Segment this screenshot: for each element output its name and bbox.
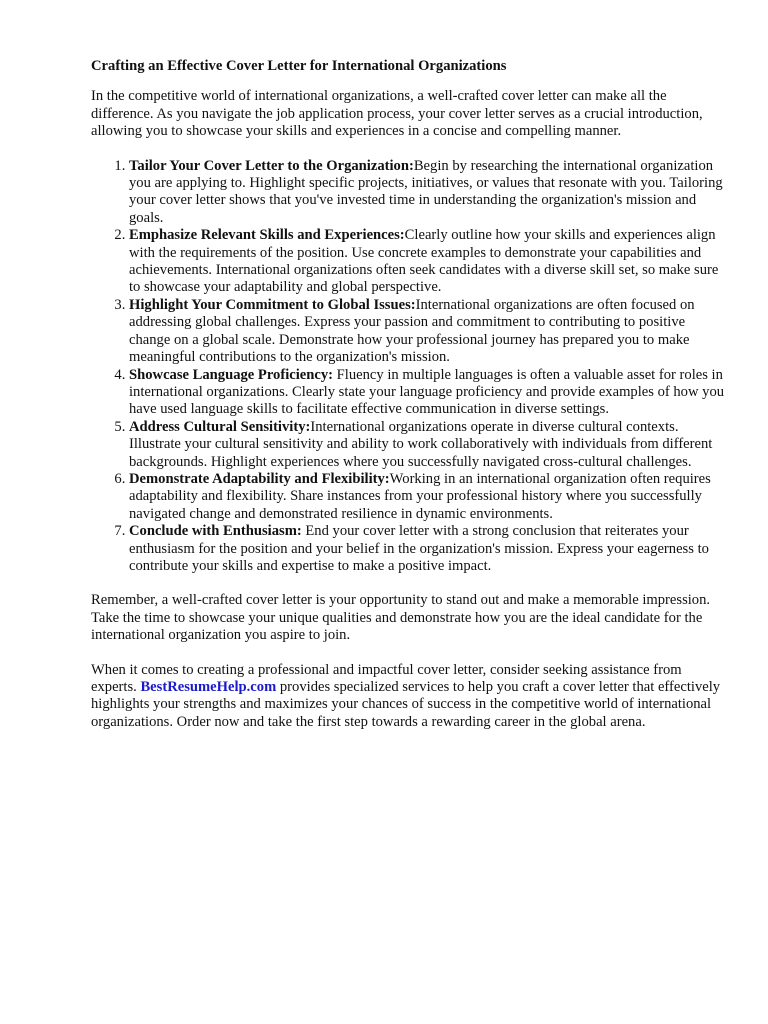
- tip-text: Working in an international organization often requires adaptability and flexibility. Share instances from your professional history where you successfully navigated change and demonstrated resilience in dynamic environments.: [129, 470, 711, 522]
- document-title: Crafting an Effective Cover Letter for International Organizations: [91, 58, 507, 74]
- document-page: [91, 58, 727, 748]
- tip-heading: Emphasize Relevant Skills and Experiences:: [129, 227, 405, 244]
- tip-text: Clearly outline how your skills and experiences align with the requirements of the position. Use concrete examples to demonstrate your capabilities and achievements. International organizations often seek candidates with a diverse skill set, so make sure to showcase your adaptability and global perspective.: [129, 227, 719, 296]
- closing-text-after: provides specialized services to help you craft a cover letter that effectively highlights your strengths and maximizes your chances of success in the competitive world of international organizations. Order now and take the first step towards a rewarding career in the global arena.: [91, 679, 721, 730]
- list-item: [129, 523, 727, 575]
- tip-heading: Demonstrate Adaptability and Flexibility:: [129, 470, 390, 487]
- tip-heading: Tailor Your Cover Letter to the Organization:: [129, 157, 414, 174]
- tip-text: International organizations are often focused on addressing global challenges. Express your passion and commitment to contributing to positive change on a global scale. Demonstrate how your professional journey has prepared you to make meaningful contributions to the organization's mission.: [129, 296, 695, 366]
- list-item: [129, 158, 727, 228]
- tip-heading: Showcase Language Proficiency:: [129, 366, 334, 383]
- closing-paragraph: [91, 662, 727, 732]
- tip-text: End your cover letter with a strong conclusion that reiterates your enthusiasm for the position and your belief in the organization's mission. Express your eagerness to contribute your skills and expertise to make a positive impact.: [129, 523, 709, 574]
- tip-text: Begin by researching the international organization you are applying to. Highlight specific projects, initiatives, or values that resonate with you. Tailoring your cover letter shows that you've invested time in understanding the organization's mission and goals.: [129, 157, 723, 226]
- list-item: [129, 471, 727, 523]
- list-item: [129, 367, 727, 419]
- tip-heading: Conclude with Enthusiasm:: [129, 523, 302, 540]
- list-item: [129, 419, 727, 471]
- closing-text-before: When it comes to creating a professional and impactful cover letter, consider seeking assistance from experts.: [91, 661, 682, 695]
- tip-text: International organizations operate in diverse cultural contexts. Illustrate your cultural sensitivity and ability to work collaboratively with individuals from different backgrounds. Highlight experiences where you successfully navigated cross-cultural challenges.: [129, 418, 713, 470]
- bestresumehelp-link[interactable]: BestResumeHelp.com: [140, 679, 277, 695]
- list-item: [129, 227, 727, 297]
- remember-paragraph: Remember, a well-crafted cover letter is your opportunity to stand out and make a memorable impression. Take the time to showcase your unique qualities and demonstrate how you are the ideal candidate for the international organization you aspire to join.: [91, 592, 711, 644]
- tip-heading: Highlight Your Commitment to Global Issues:: [129, 296, 416, 313]
- tips-list: [91, 158, 727, 576]
- list-item: [129, 297, 727, 367]
- tip-text: Fluency in multiple languages is often a valuable asset for roles in international organizations. Clearly state your language proficiency and provide examples of how you have used language skills to facilitate effective communication in diverse settings.: [129, 366, 725, 418]
- intro-paragraph: In the competitive world of international organizations, a well-crafted cover letter can make all the difference. As you navigate the job application process, your cover letter serves as a crucial introduction, allowing you to showcase your skills and experiences in a concise and compelling manner.: [91, 88, 703, 140]
- tip-heading: Address Cultural Sensitivity:: [129, 418, 311, 435]
